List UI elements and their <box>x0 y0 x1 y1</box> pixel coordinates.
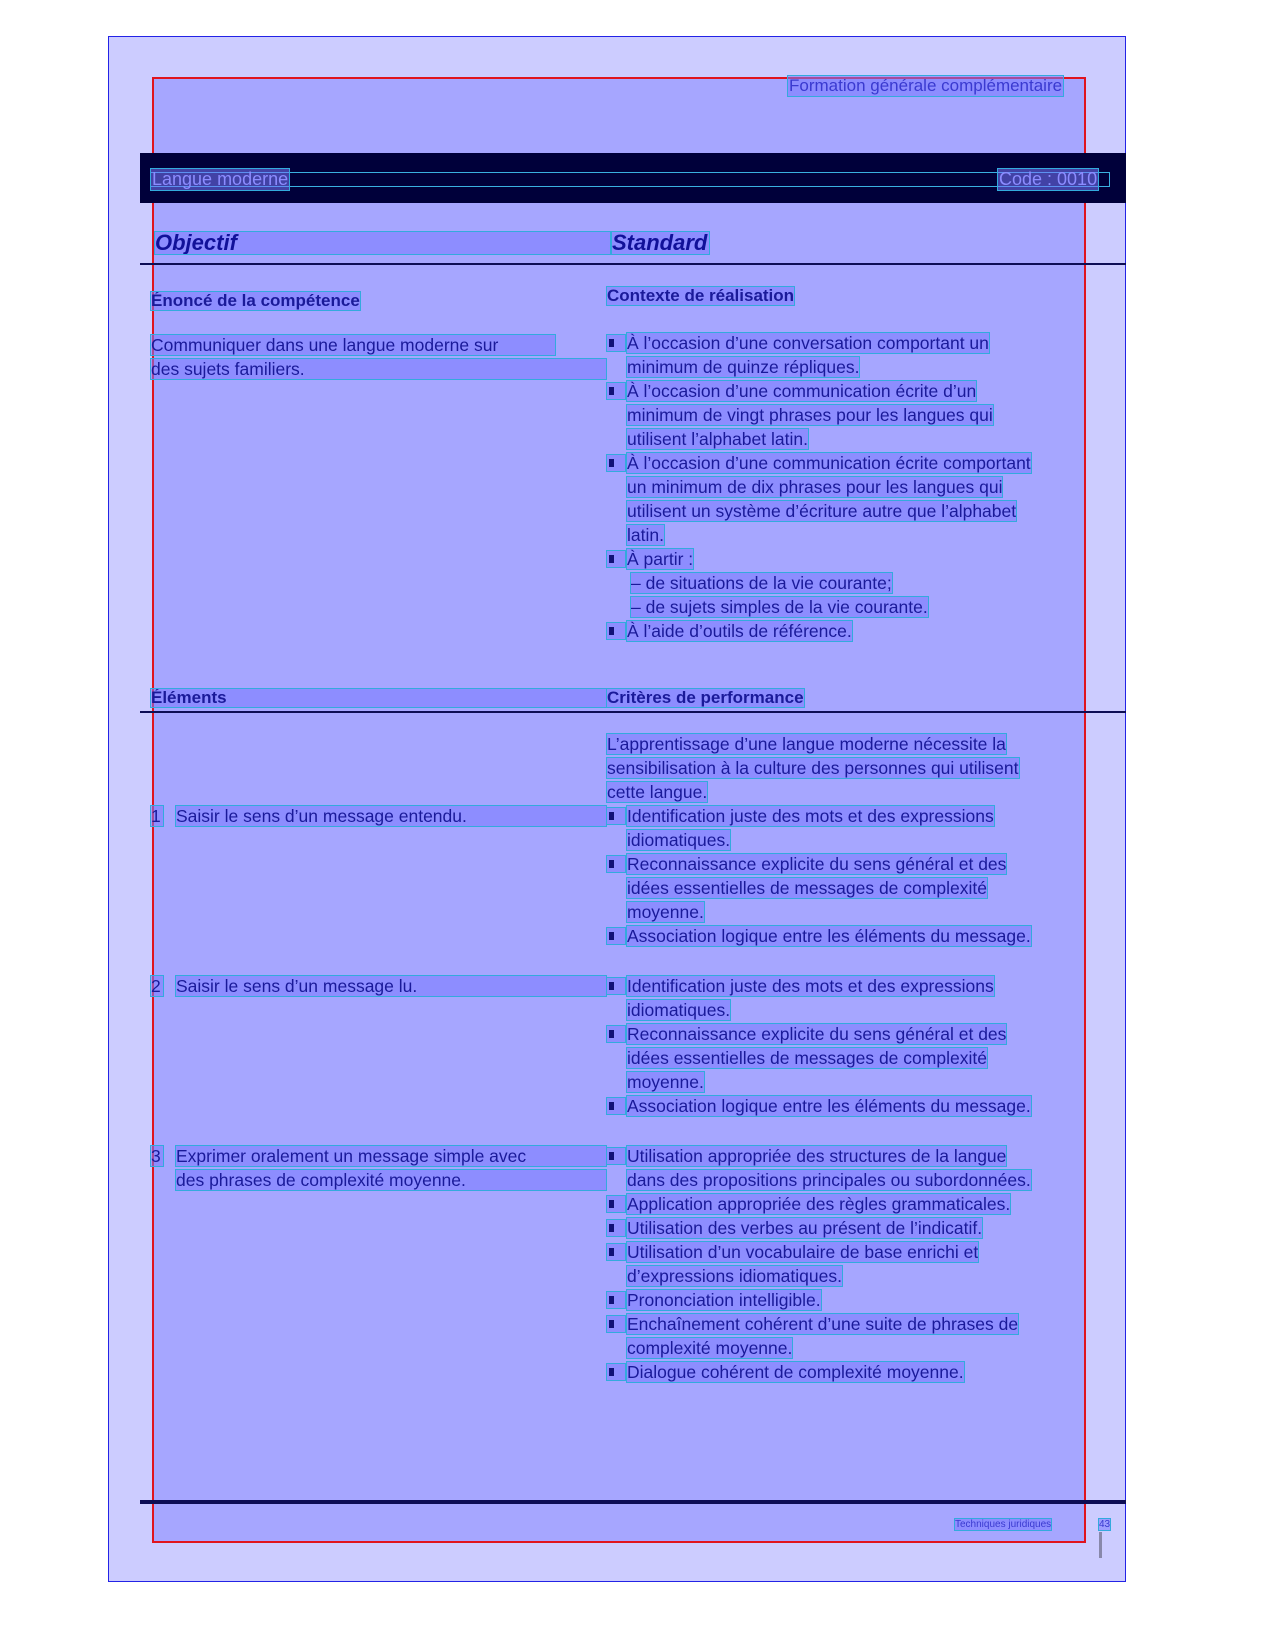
criterion-line: Association logique entre les éléments du message. <box>627 1096 1031 1116</box>
footer-label: Techniques juridiques <box>955 1519 1052 1530</box>
bullet-icon <box>609 1102 614 1110</box>
intro-line: sensibilisation à la culture des personnes qui utilisent <box>607 758 1019 778</box>
standard-heading: Standard <box>612 230 708 255</box>
competence-label: Énoncé de la compétence <box>151 291 360 310</box>
title-band-outline <box>151 173 1109 186</box>
contexte-line: À l’occasion d’une conversation comportant un <box>627 333 989 353</box>
bullet-icon <box>609 555 614 563</box>
element-text: Exprimer oralement un message simple avec <box>176 1146 606 1166</box>
element-number: 3 <box>151 1146 163 1166</box>
criterion-line: Application appropriée des règles grammaticales. <box>627 1194 1011 1214</box>
page-number: 43 <box>1099 1519 1111 1530</box>
criterion-line: Identification juste des mots et des expressions <box>627 976 994 996</box>
criterion-line: d’expressions idiomatiques. <box>627 1266 842 1286</box>
bullet-icon <box>609 459 614 467</box>
element-text: des phrases de complexité moyenne. <box>176 1170 606 1190</box>
contexte-line: À l’occasion d’une communication écrite comportant <box>627 453 1031 473</box>
intro-line: L’apprentissage d’une langue moderne nécessite la <box>607 734 1006 754</box>
bullet-icon <box>609 1200 614 1208</box>
criterion-line: Reconnaissance explicite du sens général et des <box>627 1024 1007 1044</box>
footer-tick <box>1099 1532 1102 1558</box>
bullet-icon <box>609 1248 614 1256</box>
bullet-icon <box>609 1224 614 1232</box>
bullet-icon <box>609 1296 614 1304</box>
bullet-icon <box>609 1152 614 1160</box>
contexte-subitem: – de sujets simples de la vie courante. <box>631 597 928 617</box>
course-code: Code : 0010 <box>999 169 1098 189</box>
bullet-icon <box>609 812 614 820</box>
criterion-line: idiomatiques. <box>627 830 731 850</box>
criterion-line: Association logique entre les éléments du message. <box>627 926 1031 946</box>
criterion-line: Utilisation d’un vocabulaire de base enrichi et <box>627 1242 979 1262</box>
competence-line: des sujets familiers. <box>151 359 606 379</box>
criterion-line: Prononciation intelligible. <box>627 1290 821 1310</box>
bullet-icon <box>609 1368 614 1376</box>
contexte-line: utilisent l’alphabet latin. <box>627 429 808 449</box>
section-rule <box>140 711 1126 713</box>
intro-line: cette langue. <box>607 782 708 802</box>
contexte-line: un minimum de dix phrases pour les langues qui <box>627 477 1003 497</box>
contexte-line: À l’aide d’outils de référence. <box>627 621 852 641</box>
contexte-label: Contexte de réalisation <box>607 286 795 305</box>
element-number: 2 <box>151 976 163 996</box>
contexte-line: À partir : <box>627 549 694 569</box>
element-text: Saisir le sens d’un message lu. <box>176 976 606 996</box>
criterion-line: idiomatiques. <box>627 1000 731 1020</box>
contexte-line: latin. <box>627 525 664 545</box>
criterion-line: moyenne. <box>627 1072 704 1092</box>
elements-label: Éléments <box>151 689 606 707</box>
criterion-line: Enchaînement cohérent d’une suite de phrases de <box>627 1314 1019 1334</box>
criteres-label: Critères de performance <box>607 688 804 707</box>
bullet-icon <box>609 1030 614 1038</box>
criterion-line: Identification juste des mots et des expressions <box>627 806 994 826</box>
heading-rule <box>140 263 1126 265</box>
running-header: Formation générale complémentaire <box>789 76 1063 95</box>
bullet-icon <box>609 339 614 347</box>
contexte-line: À l’occasion d’une communication écrite d’un <box>627 381 977 401</box>
contexte-line: minimum de vingt phrases pour les langues qui <box>627 405 993 425</box>
criterion-line: Dialogue cohérent de complexité moyenne. <box>627 1362 964 1382</box>
element-number: 1 <box>151 806 163 826</box>
footer-rule <box>140 1500 1126 1504</box>
bullet-icon <box>609 1320 614 1328</box>
criterion-line: Reconnaissance explicite du sens général et des <box>627 854 1007 874</box>
bullet-icon <box>609 982 614 990</box>
criterion-line: dans des propositions principales ou subordonnées. <box>627 1170 1031 1190</box>
criterion-line: complexité moyenne. <box>627 1338 793 1358</box>
contexte-subitem: – de situations de la vie courante; <box>631 573 892 593</box>
bullet-icon <box>609 387 614 395</box>
contexte-line: minimum de quinze répliques. <box>627 357 860 377</box>
criterion-line: moyenne. <box>627 902 704 922</box>
bullet-icon <box>609 932 614 940</box>
bullet-icon <box>609 860 614 868</box>
element-text: Saisir le sens d’un message entendu. <box>176 806 606 826</box>
criterion-line: Utilisation des verbes au présent de l’indicatif. <box>627 1218 983 1238</box>
criterion-line: idées essentielles de messages de complexité <box>627 1048 987 1068</box>
criterion-line: idées essentielles de messages de complexité <box>627 878 987 898</box>
objectif-heading: Objectif <box>155 232 610 254</box>
criterion-line: Utilisation appropriée des structures de la langue <box>627 1146 1007 1166</box>
contexte-line: utilisent un système d’écriture autre que l’alphabet <box>627 501 1017 521</box>
competence-line: Communiquer dans une langue moderne sur <box>151 335 555 355</box>
course-title: Langue moderne <box>152 169 289 189</box>
bullet-icon <box>609 627 614 635</box>
